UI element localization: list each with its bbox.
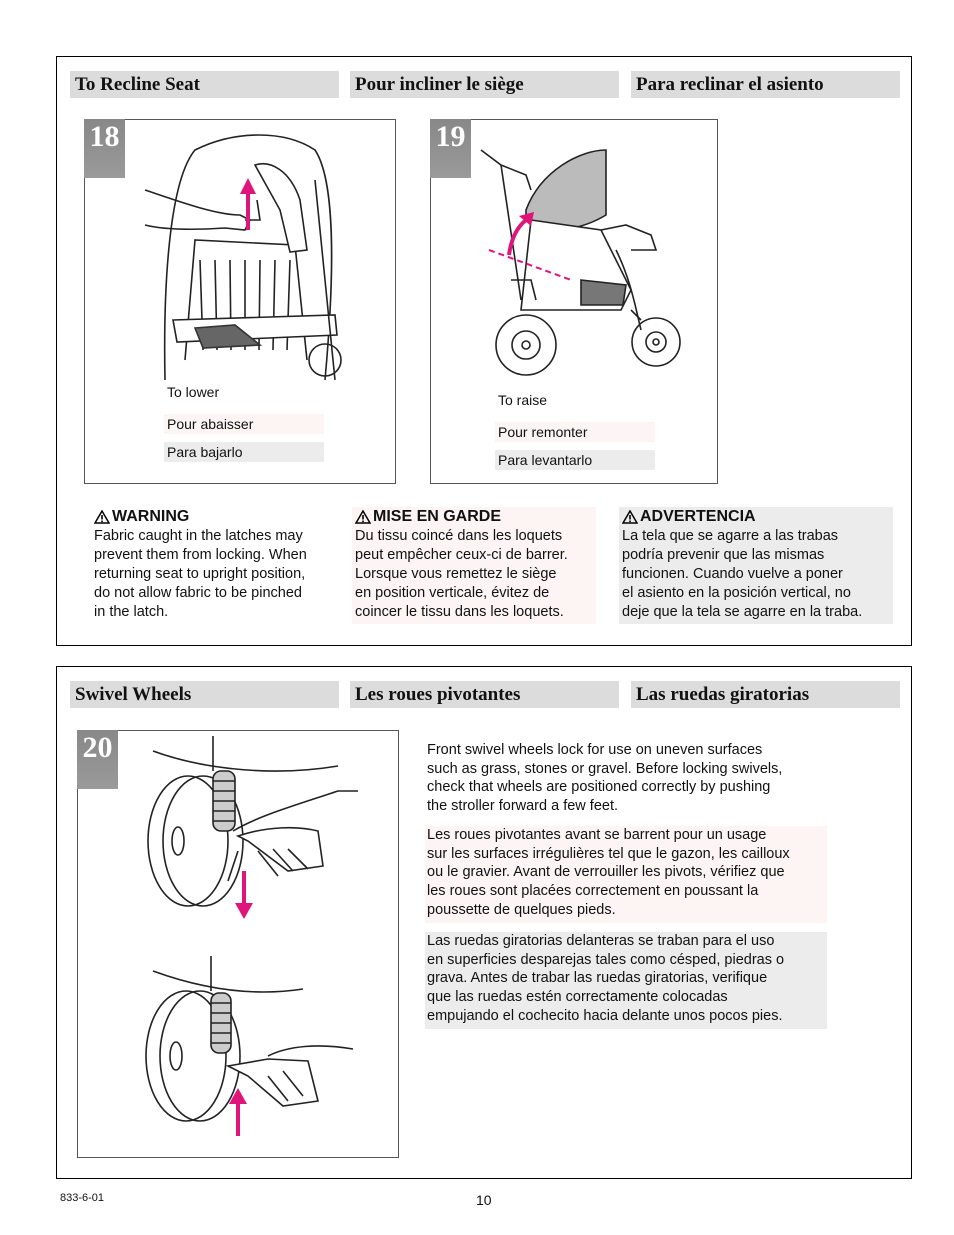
warning-line: coincer le tissu dans les loquets.	[355, 604, 564, 620]
figure-number-18: 18	[84, 119, 125, 178]
caption-to-raise: To raise	[498, 392, 548, 408]
paragraph-es	[425, 932, 827, 1029]
warning-line: en position verticale, évitez de	[355, 585, 550, 601]
paragraph-line: sur les surfaces irrégulières tel que le gazon, les cailloux	[427, 845, 790, 862]
caption-pour-abaisser: Pour abaisser	[164, 414, 324, 434]
warning-line: Du tissu coincé dans les loquets	[355, 528, 563, 544]
figure-19	[430, 119, 718, 484]
warning-line: do not allow fabric to be pinched	[94, 585, 302, 601]
warning-line: podría prevenir que las mismas	[622, 547, 825, 563]
warning-line: el asiento en la posición vertical, no	[622, 585, 851, 601]
warning-line: in the latch.	[94, 604, 169, 620]
paragraph-line: empujando el cochecito hacia delante unos pocos pies.	[427, 1007, 783, 1024]
figure-20	[77, 730, 399, 1158]
paragraph-line: grava. Antes de trabar las ruedas giratorias, verifique	[427, 970, 768, 987]
paragraph-line: Les roues pivotantes avant se barrent pour un usage	[427, 827, 767, 843]
caption-to-lower: To lower	[167, 384, 220, 400]
warning-line: returning seat to upright position,	[94, 566, 306, 582]
warning-line: peut empêcher ceux-ci de barrer.	[355, 547, 568, 563]
recline-raise-illustration	[431, 120, 719, 385]
warning-icon	[622, 510, 638, 524]
swivel-wheel-illustration	[78, 731, 398, 1157]
header-recline-en: To Recline Seat	[70, 71, 339, 98]
figure-number-20: 20	[77, 730, 118, 789]
header-swivel-en: Swivel Wheels	[70, 681, 339, 708]
warning-title-es: ADVERTENCIA	[640, 508, 756, 525]
paragraph-line: en superficies desparejas tales como césped, piedras o	[427, 951, 785, 968]
header-swivel-es: Las ruedas giratorias	[631, 681, 900, 708]
header-recline-fr: Pour incliner le siège	[350, 71, 619, 98]
page-number: 10	[476, 1192, 492, 1208]
caption-pour-remonter: Pour remonter	[495, 422, 655, 442]
paragraph-line: check that wheels are positioned correctly by pushing	[427, 779, 771, 796]
warning-es	[619, 507, 893, 624]
warning-line: Lorsque vous remettez le siège	[355, 566, 557, 582]
warning-title-en: WARNING	[112, 508, 190, 525]
paragraph-line: poussette de quelques pieds.	[427, 901, 616, 918]
paragraph-line: ou le gravier. Avant de verrouiller les pivots, vérifiez que	[427, 864, 785, 881]
warning-icon	[355, 510, 371, 524]
warning-line: deje que la tela se agarre en la traba.	[622, 604, 863, 620]
paragraph-line: such as grass, stones or gravel. Before locking swivels,	[427, 760, 783, 777]
figure-18	[84, 119, 396, 484]
warning-line: Fabric caught in the latches may	[94, 528, 303, 544]
warning-fr	[352, 507, 596, 624]
warning-icon	[94, 510, 110, 524]
caption-para-bajarlo: Para bajarlo	[164, 442, 324, 462]
paragraph-en	[425, 741, 825, 816]
warning-line: La tela que se agarre a las trabas	[622, 528, 839, 544]
caption-para-levantarlo: Para levantarlo	[495, 450, 655, 470]
figure-number-19: 19	[430, 119, 471, 178]
paragraph-line: Las ruedas giratorias delanteras se traban para el uso	[427, 933, 775, 949]
recline-lower-illustration	[85, 120, 397, 380]
paragraph-line: que las ruedas estén correctamente colocadas	[427, 989, 728, 1006]
header-swivel-fr: Les roues pivotantes	[350, 681, 619, 708]
warning-line: prevent them from locking. When	[94, 547, 307, 563]
paragraph-line: les roues sont placées correctement en poussant la	[427, 883, 759, 900]
document-code: 833-6-01	[60, 1192, 105, 1204]
warning-en	[91, 507, 333, 624]
warning-title-fr: MISE EN GARDE	[373, 508, 502, 525]
paragraph-fr	[425, 826, 827, 923]
warning-line: funcionen. Cuando vuelve a poner	[622, 566, 843, 582]
paragraph-line: Front swivel wheels lock for use on uneven surfaces	[427, 742, 763, 758]
paragraph-line: the stroller forward a few feet.	[427, 798, 618, 815]
header-recline-es: Para reclinar el asiento	[631, 71, 900, 98]
